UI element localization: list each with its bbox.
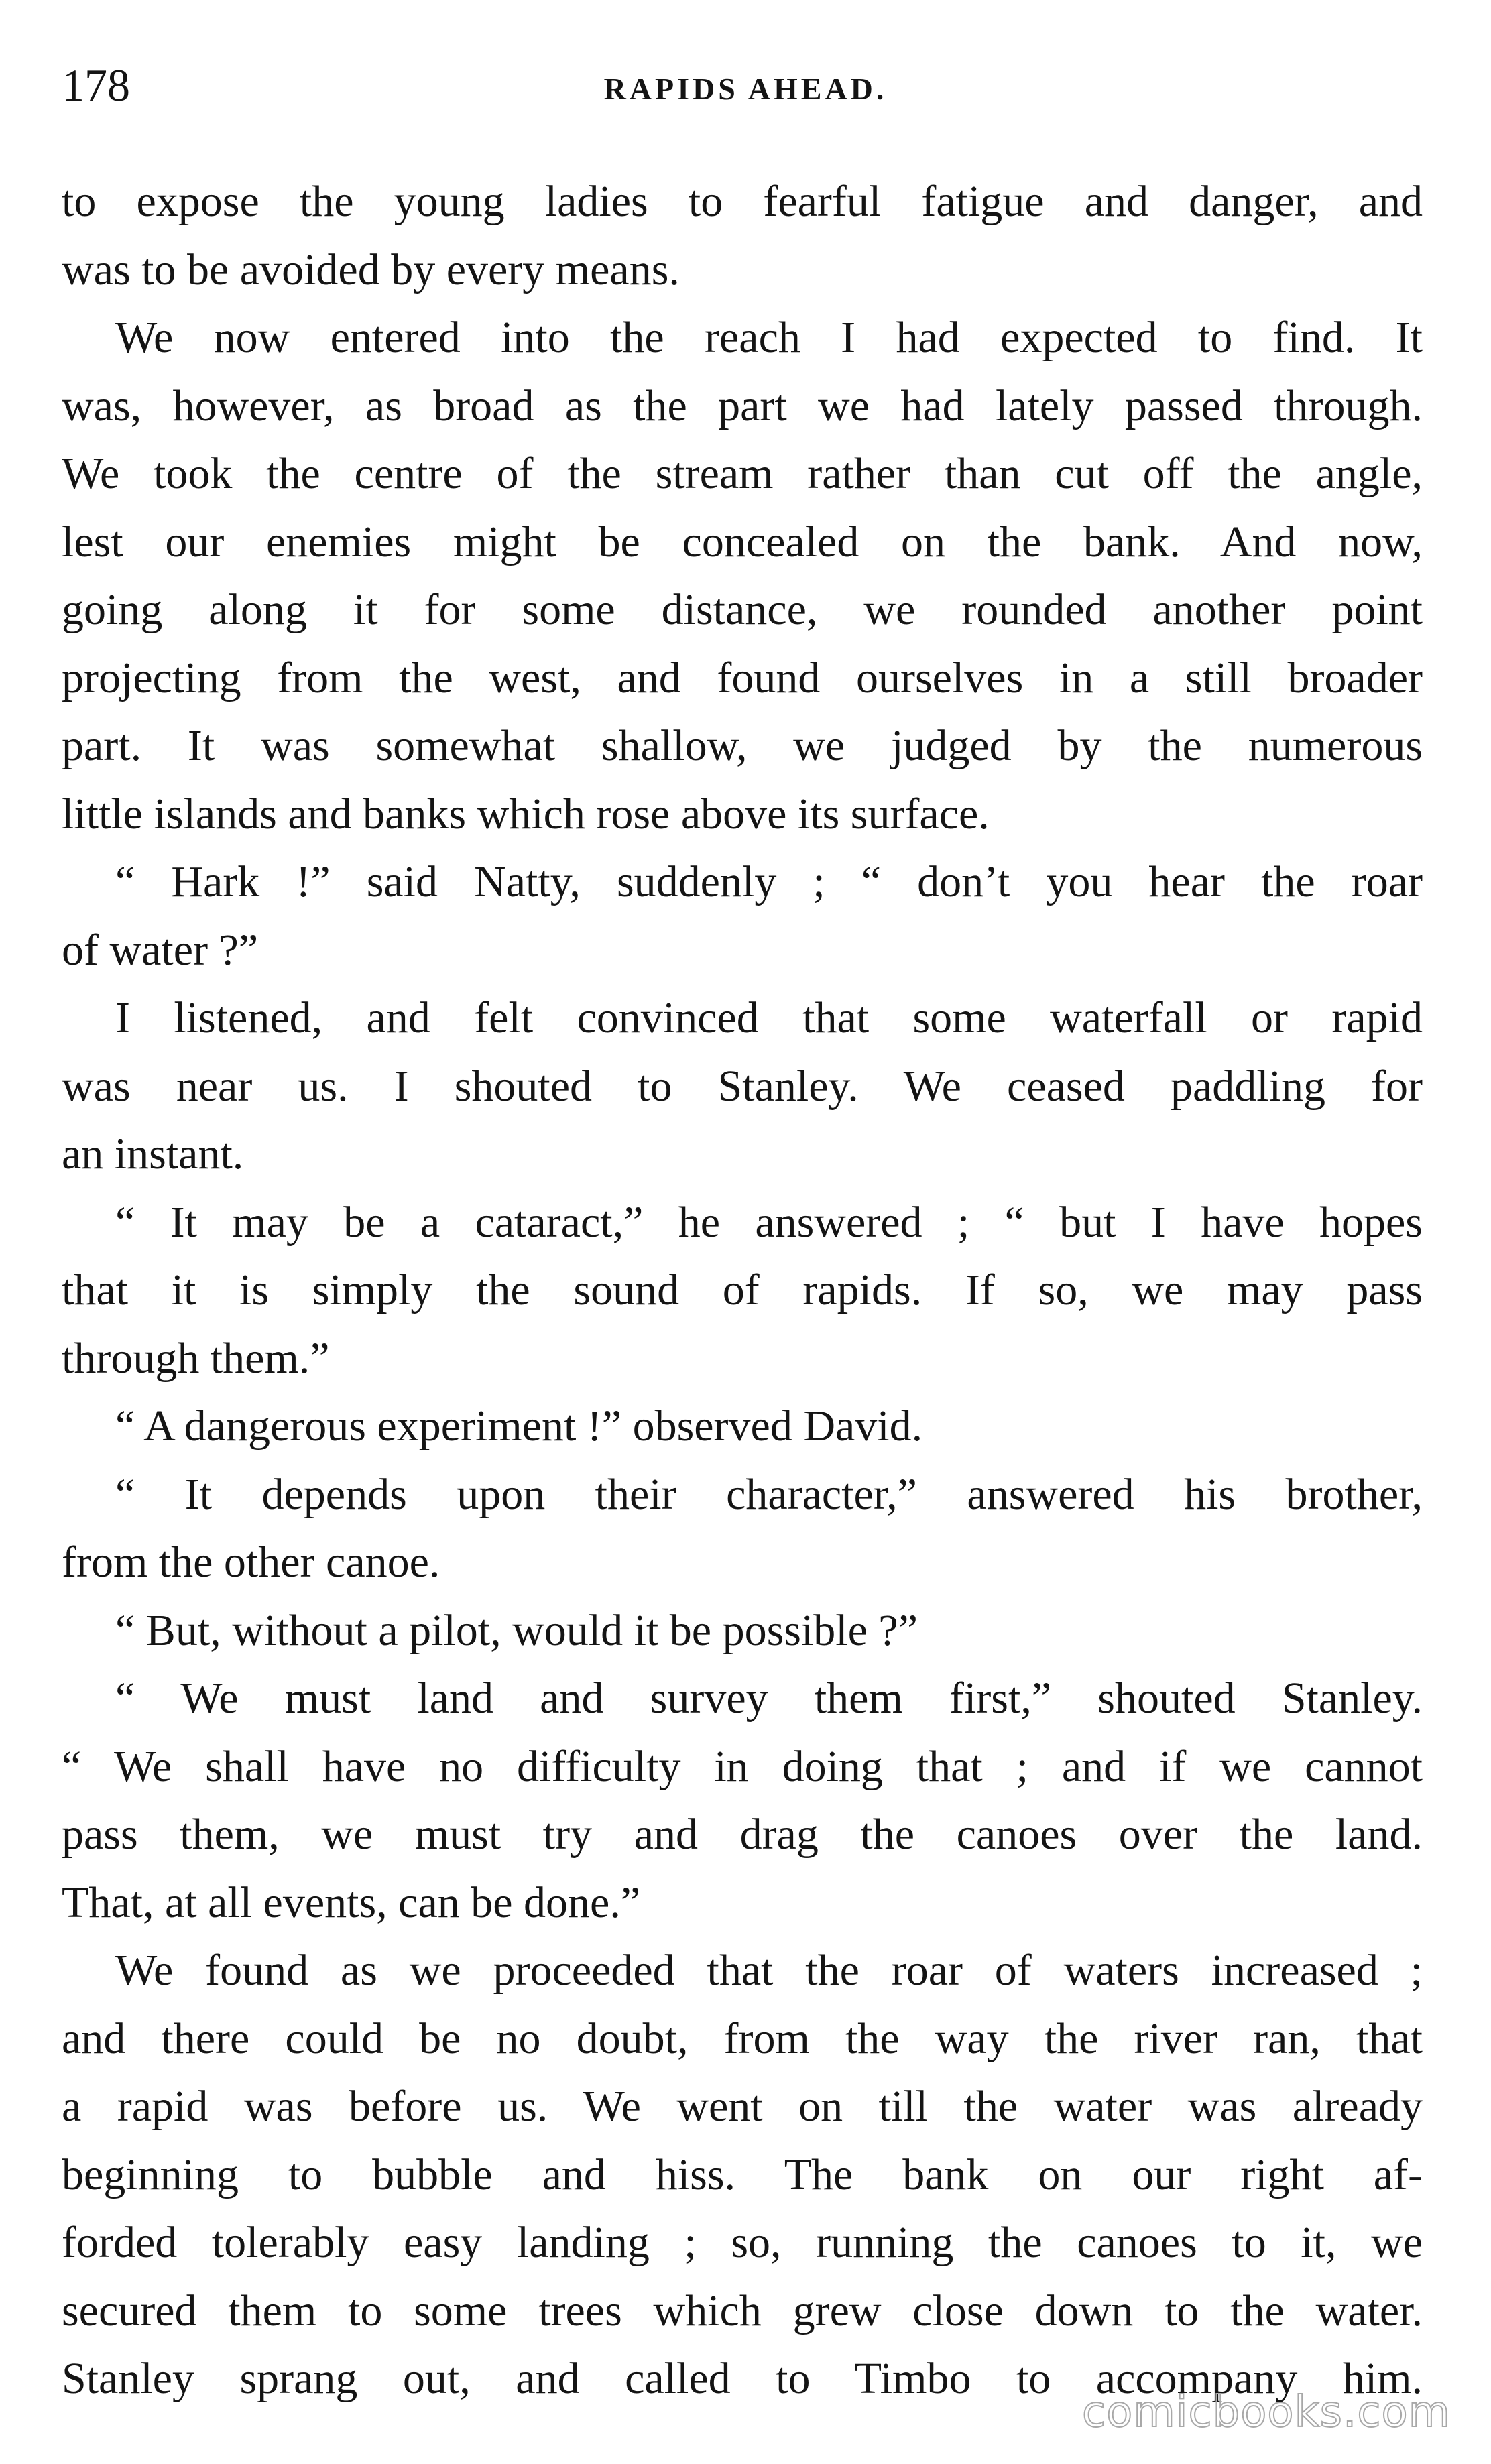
text-line: part. It was somewhat shallow, we judged by the numerous: [62, 721, 1423, 770]
text-line: “ It may be a cataract,” he answered ; “ but I have hopes: [115, 1197, 1423, 1247]
text-line: and there could be no doubt, from the way the river ran, that: [62, 2014, 1423, 2063]
page-header: [62, 55, 1429, 115]
text-line: “ A dangerous experiment !” observed David.: [115, 1402, 923, 1451]
text-line: secured them to some trees which grew close down to the water.: [62, 2286, 1423, 2335]
watermark: comicbooks.com: [1081, 2388, 1451, 2437]
text-line: beginning to bubble and hiss. The bank on our right af-: [62, 2150, 1423, 2199]
text-line: We took the centre of the stream rather than cut off the angle,: [62, 449, 1423, 498]
text-line: That, at all events, can be done.”: [62, 1877, 641, 1927]
text-line: Stanley sprang out, and called to Timbo to accompany him.: [62, 2354, 1423, 2403]
text-line: “ It depends upon their character,” answered his brother,: [115, 1469, 1423, 1519]
running-title: RAPIDS AHEAD.: [603, 72, 888, 106]
text-line: to expose the young ladies to fearful fatigue and danger, and: [62, 177, 1423, 226]
text-line: was, however, as broad as the part we had lately passed through.: [62, 381, 1423, 430]
text-line: going along it for some distance, we rounded another point: [62, 585, 1423, 634]
text-line: pass them, we must try and drag the canoes over the land.: [62, 1810, 1423, 1859]
text-line: We found as we proceeded that the roar of waters increased ;: [115, 1946, 1423, 1995]
body-text: [62, 168, 1423, 2413]
text-line: We now entered into the reach I had expected to find. It: [115, 313, 1423, 362]
text-line: from the other canoe.: [62, 1538, 440, 1587]
text-line: of water ?”: [62, 925, 259, 975]
text-line: was near us. I shouted to Stanley. We ceased paddling for: [62, 1061, 1423, 1111]
text-line: “ We shall have no difficulty in doing that ; and if we cannot: [62, 1741, 1423, 1791]
page-number: 178: [62, 60, 130, 111]
text-line: was to be avoided by every means.: [62, 245, 680, 294]
text-line: little islands and banks which rose above its surface.: [62, 789, 990, 839]
text-line: through them.”: [62, 1333, 330, 1383]
text-line: “ We must land and survey them first,” shouted Stanley.: [115, 1674, 1423, 1723]
text-line: that it is simply the sound of rapids. If so, we may pass: [62, 1266, 1423, 1314]
text-line: a rapid was before us. We went on till the water was already: [62, 2082, 1423, 2131]
text-line: I listened, and felt convinced that some waterfall or rapid: [115, 993, 1423, 1042]
text-line: forded tolerably easy landing ; so, running the canoes to it, we: [62, 2218, 1423, 2267]
text-line: projecting from the west, and found ourselves in a still broader: [62, 653, 1423, 702]
text-line: “ Hark !” said Natty, suddenly ; “ don’t you hear the roar: [115, 857, 1423, 906]
text-line: an instant.: [62, 1129, 244, 1178]
text-line: “ But, without a pilot, would it be possible ?”: [115, 1605, 918, 1655]
text-line: lest our enemies might be concealed on the bank. And now,: [62, 517, 1423, 566]
